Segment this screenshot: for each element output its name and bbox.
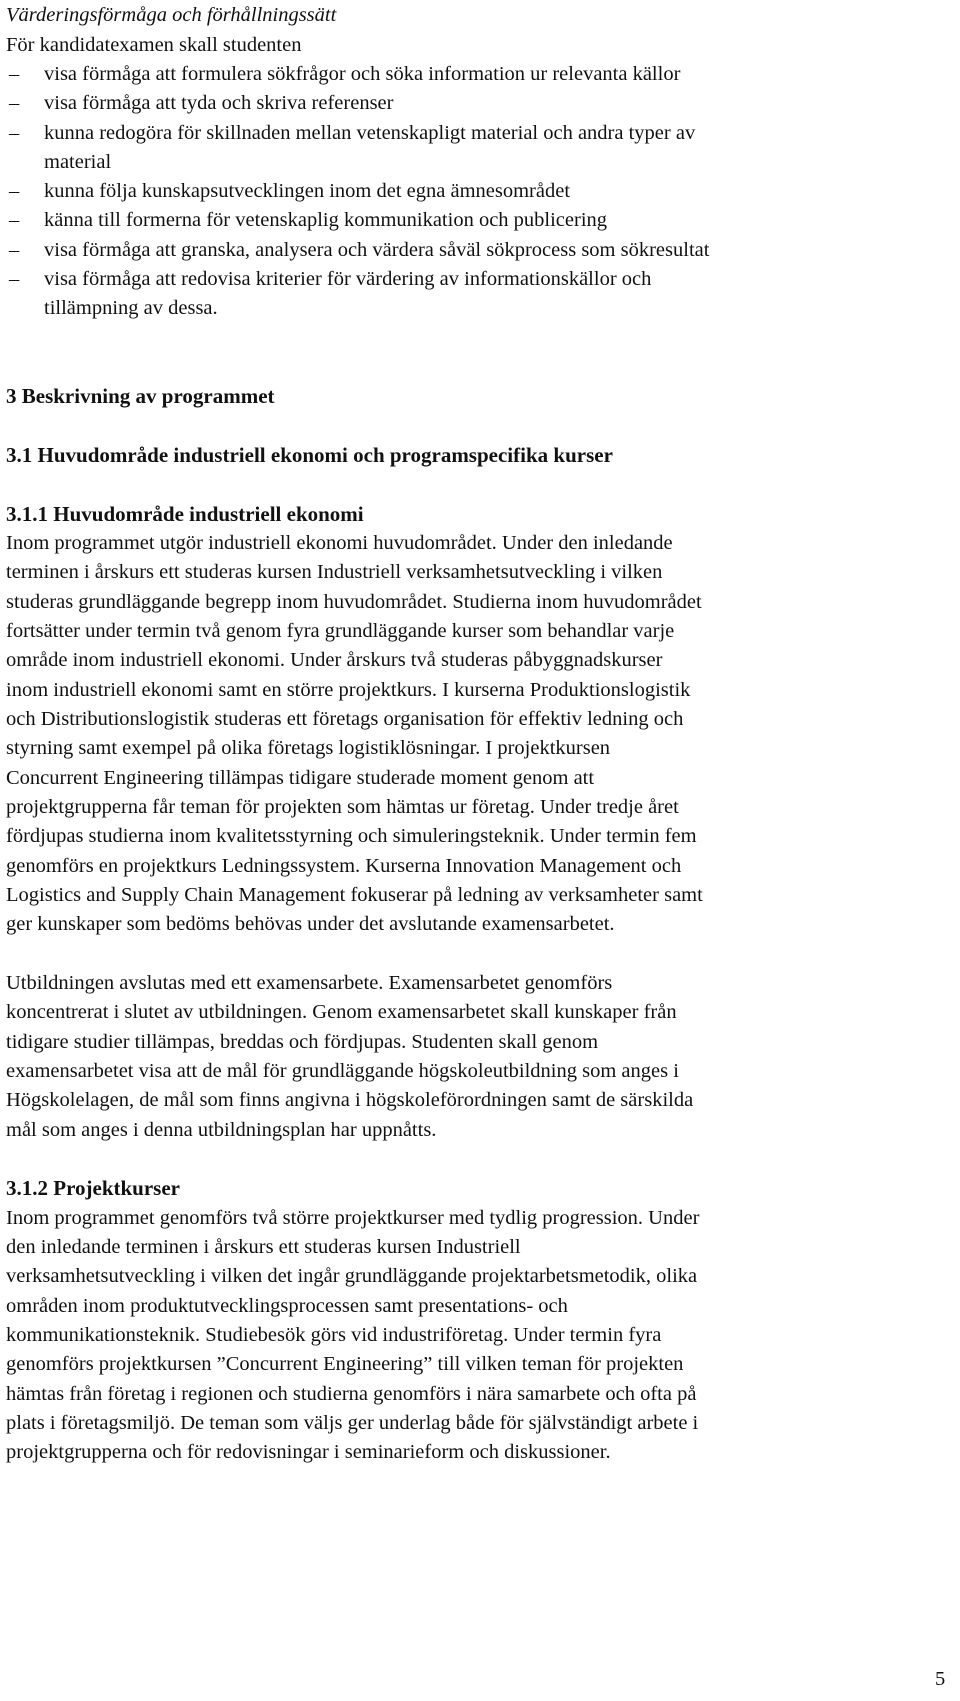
list-item-continuation: material [44, 151, 112, 173]
paragraph-line: terminen i årskurs ett studeras kursen Industriell verksamhetsutveckling i vilken [6, 561, 663, 583]
paragraph-line: och Distributionslogistik studeras ett företags organisation för effektiv ledning och [6, 708, 684, 730]
paragraph-line: tidigare studier tillämpas, breddas och fördjupas. Studenten skall genom [6, 1031, 599, 1053]
paragraph-line: styrning samt exempel på olika företags logistiklösningar. I projektkursen [6, 737, 611, 759]
paragraph-line: projektgrupperna och för redovisningar i seminarieform och diskussioner. [6, 1441, 611, 1463]
list-dash: – [9, 209, 20, 231]
list-item: visa förmåga att granska, analysera och värdera såväl sökprocess som sökresultat [44, 239, 710, 261]
list-item: kunna redogöra för skillnaden mellan vetenskapligt material och andra typer av [44, 122, 696, 144]
list-item: visa förmåga att formulera sökfrågor och söka information ur relevanta källor [44, 63, 681, 85]
heading-3-1-1: 3.1.1 Huvudområde industriell ekonomi [6, 502, 364, 526]
paragraph-line: Logistics and Supply Chain Management fokuserar på ledning av verksamheter samt [6, 884, 703, 906]
heading-3-1-2: 3.1.2 Projektkurser [6, 1176, 180, 1200]
list-item-continuation: tillämpning av dessa. [44, 297, 218, 319]
paragraph-line: plats i företagsmiljö. De teman som väljs ger underlag både för självständigt arbete i [6, 1412, 699, 1434]
paragraph-line: inom industriell ekonomi samt en större projektkurs. I kurserna Produktionslogistik [6, 679, 691, 701]
list-item: kunna följa kunskapsutvecklingen inom det egna ämnesområdet [44, 180, 571, 202]
paragraph-line: ger kunskaper som bedöms behövas under det avslutande examensarbetet. [6, 913, 615, 935]
list-dash: – [9, 63, 20, 85]
section-heading-italic: Värderingsförmåga och förhållningssätt [6, 4, 337, 26]
paragraph-line: genomförs en projektkurs Ledningssystem. Kurserna Innovation Management och [6, 855, 682, 877]
paragraph-line: hämtas från företag i regionen och studierna genomförs i nära samarbete och ofta på [6, 1383, 697, 1405]
list-item: visa förmåga att tyda och skriva referenser [44, 92, 394, 114]
list-dash: – [9, 180, 20, 202]
paragraph-line: Inom programmet genomförs två större projektkurser med tydlig progression. Under [6, 1207, 700, 1229]
paragraph-line: Högskolelagen, de mål som finns angivna i högskoleförordningen samt de särskilda [6, 1089, 694, 1111]
page-number: 5 [935, 1668, 946, 1690]
list-item: visa förmåga att redovisa kriterier för värdering av informationskällor och [44, 268, 652, 290]
heading-3: 3 Beskrivning av programmet [6, 384, 275, 408]
list-dash: – [9, 92, 20, 114]
paragraph-line: genomförs projektkursen ”Concurrent Engineering” till vilken teman för projekten [6, 1353, 684, 1375]
paragraph-line: Concurrent Engineering tillämpas tidigare studerade moment genom att [6, 767, 595, 789]
paragraph-line: kommunikationsteknik. Studiebesök görs vid industriföretag. Under termin fyra [6, 1324, 662, 1346]
paragraph-line: fördjupas studierna inom kvalitetsstyrning och simuleringsteknik. Under termin fem [6, 825, 697, 847]
list-dash: – [9, 239, 20, 261]
paragraph-line: områden inom produktutvecklingsprocessen samt presentations- och [6, 1295, 568, 1317]
paragraph-line: koncentrerat i slutet av utbildningen. Genom examensarbetet skall kunskaper från [6, 1001, 677, 1023]
paragraph-line: examensarbetet visa att de mål för grundläggande högskoleutbildning som anges i [6, 1060, 679, 1082]
list-dash: – [9, 268, 20, 290]
paragraph-line: Inom programmet utgör industriell ekonomi huvudområdet. Under den inledande [6, 532, 673, 554]
paragraph-line: studeras grundläggande begrepp inom huvudområdet. Studierna inom huvudområdet [6, 591, 702, 613]
heading-3-1: 3.1 Huvudområde industriell ekonomi och programspecifika kurser [6, 443, 613, 467]
paragraph-line: Utbildningen avslutas med ett examensarbete. Examensarbetet genomförs [6, 972, 613, 994]
paragraph-line: den inledande terminen i årskurs ett studeras kursen Industriell [6, 1236, 521, 1258]
paragraph-line: område inom industriell ekonomi. Under årskurs två studeras påbyggnadskurser [6, 649, 663, 671]
paragraph-line: projektgrupperna får teman för projekten som hämtas ur företag. Under tredje året [6, 796, 679, 818]
paragraph-line: mål som anges i denna utbildningsplan har uppnåtts. [6, 1119, 437, 1141]
list-dash: – [9, 122, 20, 144]
intro-line: För kandidatexamen skall studenten [6, 34, 302, 56]
paragraph-line: verksamhetsutveckling i vilken det ingår grundläggande projektarbetsmetodik, olika [6, 1265, 698, 1287]
paragraph-line: fortsätter under termin två genom fyra grundläggande kurser som behandlar varje [6, 620, 675, 642]
list-item: känna till formerna för vetenskaplig kommunikation och publicering [44, 209, 608, 231]
